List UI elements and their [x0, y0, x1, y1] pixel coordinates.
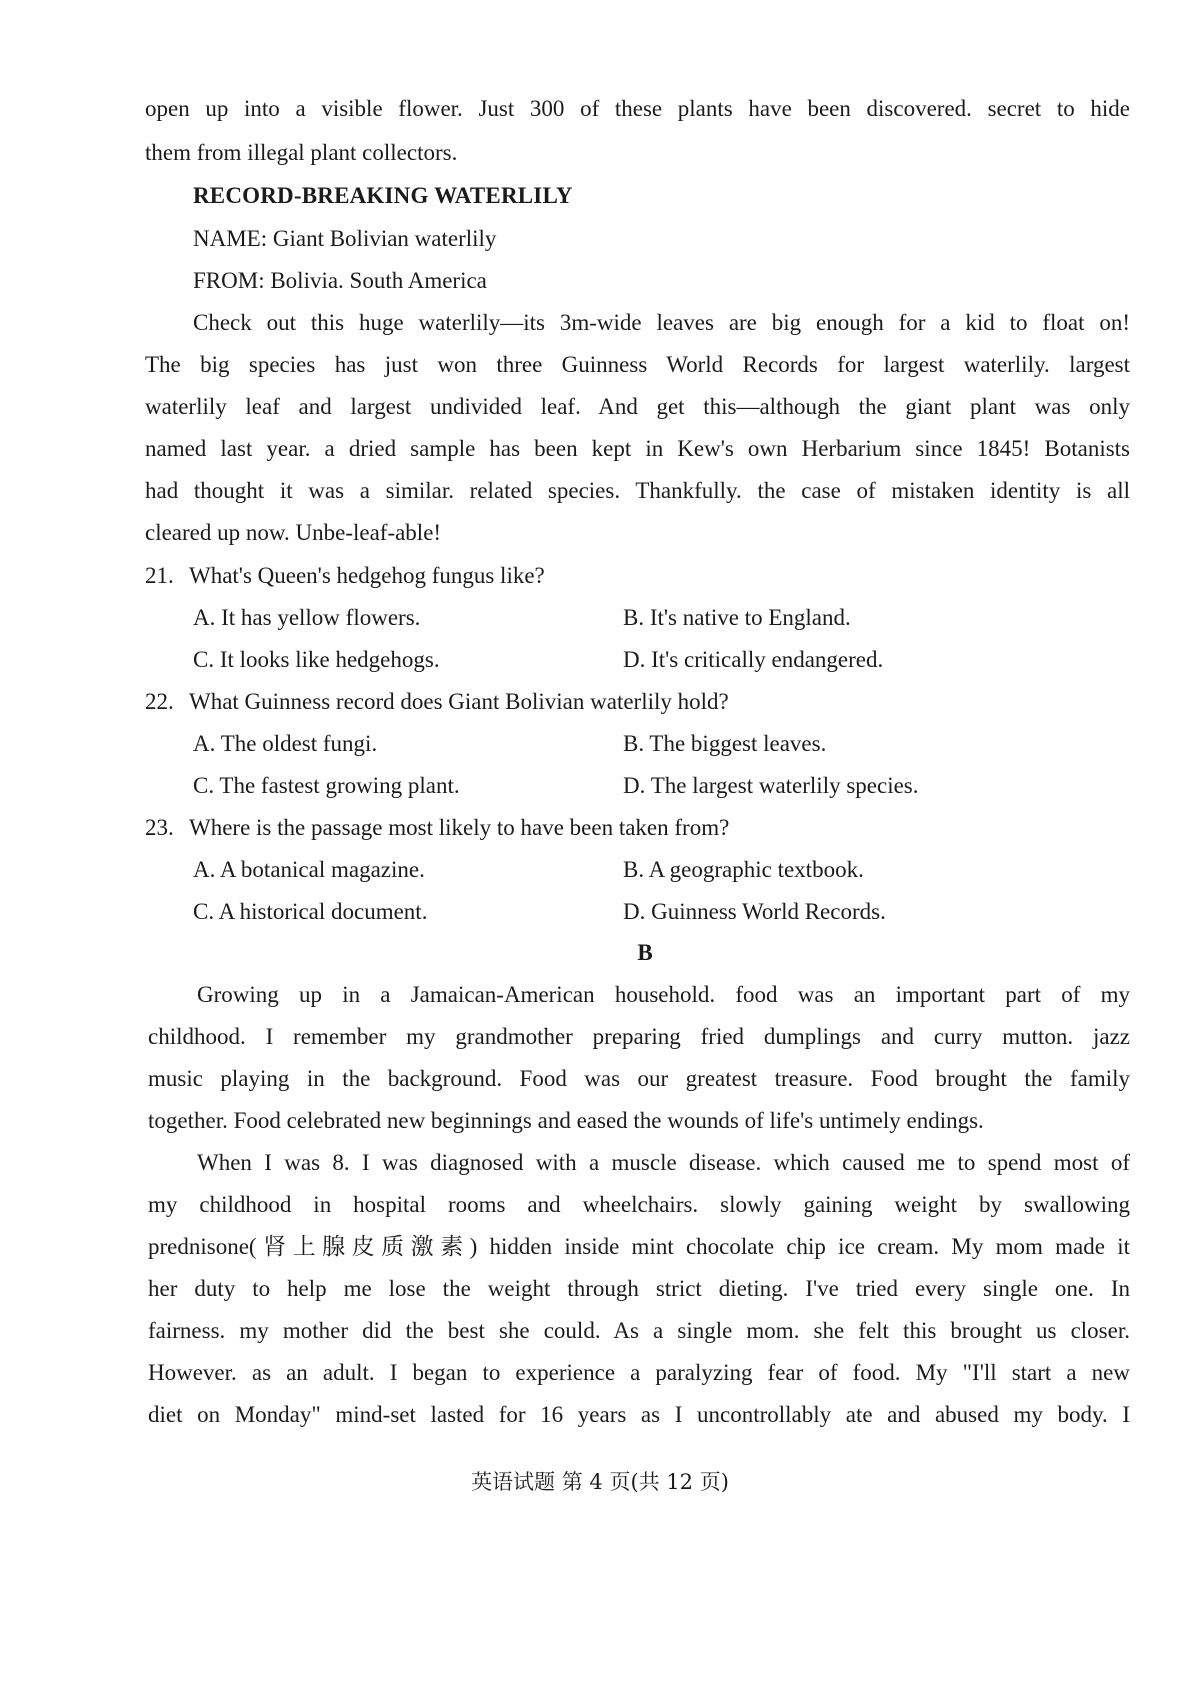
passage-line: named last year. a dried sample has been kept in Kew's own Herbarium since 1845! Botanists: [145, 436, 1130, 461]
question-text: What Guinness record does Giant Bolivian waterlily hold?: [189, 689, 729, 714]
option-c[interactable]: C. A historical document.: [193, 899, 428, 924]
passage-line: cleared up now. Unbe-leaf-able!: [145, 520, 442, 545]
option-d[interactable]: D. The largest waterlily species.: [623, 773, 919, 798]
passage-line: The big species has just won three Guinness World Records for largest waterlily. largest: [145, 352, 1130, 377]
option-b[interactable]: B. The biggest leaves.: [623, 731, 827, 756]
passage-line: open up into a visible flower. Just 300 of these plants have been discovered. secret to hide: [145, 96, 1130, 121]
passage-line: them from illegal plant collectors.: [145, 140, 458, 165]
question-number: 21.: [145, 563, 174, 588]
question-text: Where is the passage most likely to have been taken from?: [189, 815, 730, 840]
from-line: FROM: Bolivia. South America: [193, 268, 487, 293]
passage-line: her duty to help me lose the weight through strict dieting. I've tried every single one. In: [148, 1276, 1130, 1301]
passage-line: together. Food celebrated new beginnings and eased the wounds of life's untimely endings.: [148, 1108, 984, 1133]
option-c[interactable]: C. It looks like hedgehogs.: [193, 647, 440, 672]
question-text: What's Queen's hedgehog fungus like?: [189, 563, 545, 588]
page-footer: 英语试题 第 4 页(共 12 页): [471, 1470, 729, 1494]
option-c[interactable]: C. The fastest growing plant.: [193, 773, 460, 798]
passage-line: childhood. I remember my grandmother preparing fried dumplings and curry mutton. jazz: [148, 1024, 1130, 1049]
passage-line: fairness. my mother did the best she could. As a single mom. she felt this brought us closer.: [148, 1318, 1130, 1343]
option-b[interactable]: B. It's native to England.: [623, 605, 851, 630]
question: [145, 813, 729, 843]
option-a[interactable]: A. A botanical magazine.: [193, 857, 425, 882]
passage-line: Check out this huge waterlily—its 3m-wide leaves are big enough for a kid to float on!: [193, 310, 1130, 335]
question-number: 22.: [145, 689, 174, 714]
option-d[interactable]: D. It's critically endangered.: [623, 647, 884, 672]
passage-line: Growing up in a Jamaican-American household. food was an important part of my: [197, 982, 1130, 1007]
option-b[interactable]: B. A geographic textbook.: [623, 857, 864, 882]
name-line: NAME: Giant Bolivian waterlily: [193, 226, 497, 251]
passage-line: had thought it was a similar. related species. Thankfully. the case of mistaken identity is all: [145, 478, 1130, 503]
option-a[interactable]: A. The oldest fungi.: [193, 731, 378, 756]
question-number: 23.: [145, 815, 174, 840]
question: [145, 561, 545, 591]
passage-line: prednisone(肾上腺皮质激素) hidden inside mint chocolate chip ice cream. My mom made it: [148, 1234, 1130, 1259]
passage-line: However. as an adult. I began to experience a paralyzing fear of food. My "I'll start a new: [148, 1360, 1130, 1385]
passage-line: waterlily leaf and largest undivided leaf. And get this—although the giant plant was only: [145, 394, 1130, 419]
question: [145, 687, 729, 717]
option-a[interactable]: A. It has yellow flowers.: [193, 605, 421, 630]
option-d[interactable]: D. Guinness World Records.: [623, 899, 886, 924]
passage-line: music playing in the background. Food was our greatest treasure. Food brought the family: [148, 1066, 1130, 1091]
passage-line: When I was 8. I was diagnosed with a muscle disease. which caused me to spend most of: [197, 1150, 1130, 1175]
passage-line: my childhood in hospital rooms and wheelchairs. slowly gaining weight by swallowing: [148, 1192, 1130, 1217]
passage-line: diet on Monday" mind-set lasted for 16 years as I uncontrollably ate and abused my body. I: [148, 1402, 1130, 1427]
section-heading: RECORD-BREAKING WATERLILY: [193, 183, 573, 208]
section-title: B: [637, 940, 653, 965]
